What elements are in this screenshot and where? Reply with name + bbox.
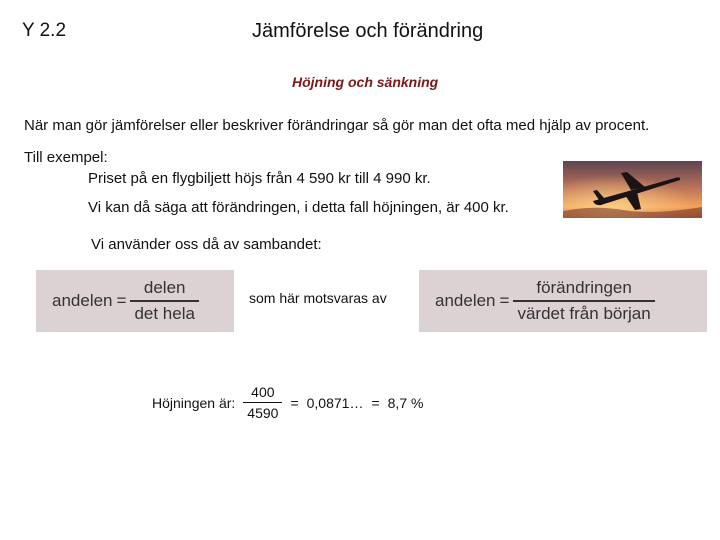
decimal-result: 0,0871… [306,394,364,411]
formula-lhs: andelen [52,291,113,310]
fraction-numerator: förändringen [536,278,632,297]
calculation-label: Höjningen är: [152,394,236,411]
fraction-denominator: det hela [130,300,199,324]
fraction-numerator: delen [143,278,186,297]
example-line-price: Priset på en flygbiljett höjs från 4 590 kr till 4 990 kr. [88,170,431,187]
example-line-change: Vi kan då säga att förändringen, i detta fall höjningen, är 400 kr. [88,199,509,216]
page-title: Jämförelse och förändring [252,20,484,42]
equals-sign: = [116,291,127,310]
formula-lhs: andelen [435,291,496,310]
section-subtitle: Höjning och sänkning [292,74,439,90]
fraction [130,278,199,324]
equals-sign: = [499,291,510,310]
fraction [513,278,654,324]
equals-sign: = [371,394,380,411]
relation-intro: Vi använder oss då av sambandet: [91,236,322,253]
corresponds-text: som här motsvaras av [249,290,387,306]
equals-sign: = [290,394,299,411]
calculation-fraction [243,384,282,421]
example-label: Till exempel: [24,149,108,166]
lesson-code: Y 2.2 [22,20,67,41]
fraction-numerator: 400 [251,384,275,400]
percent-result: 8,7 % [387,394,424,411]
formula-general [36,270,234,332]
calculation [152,384,423,421]
airplane-photo [563,161,702,218]
intro-paragraph: När man gör jämförelser eller beskriver förändringar så gör man det ofta med hjälp av procent. [24,117,650,134]
formula-change [419,270,707,332]
airplane-icon [563,161,702,218]
fraction-denominator: värdet från början [513,300,654,324]
fraction-denominator: 4590 [243,402,282,421]
